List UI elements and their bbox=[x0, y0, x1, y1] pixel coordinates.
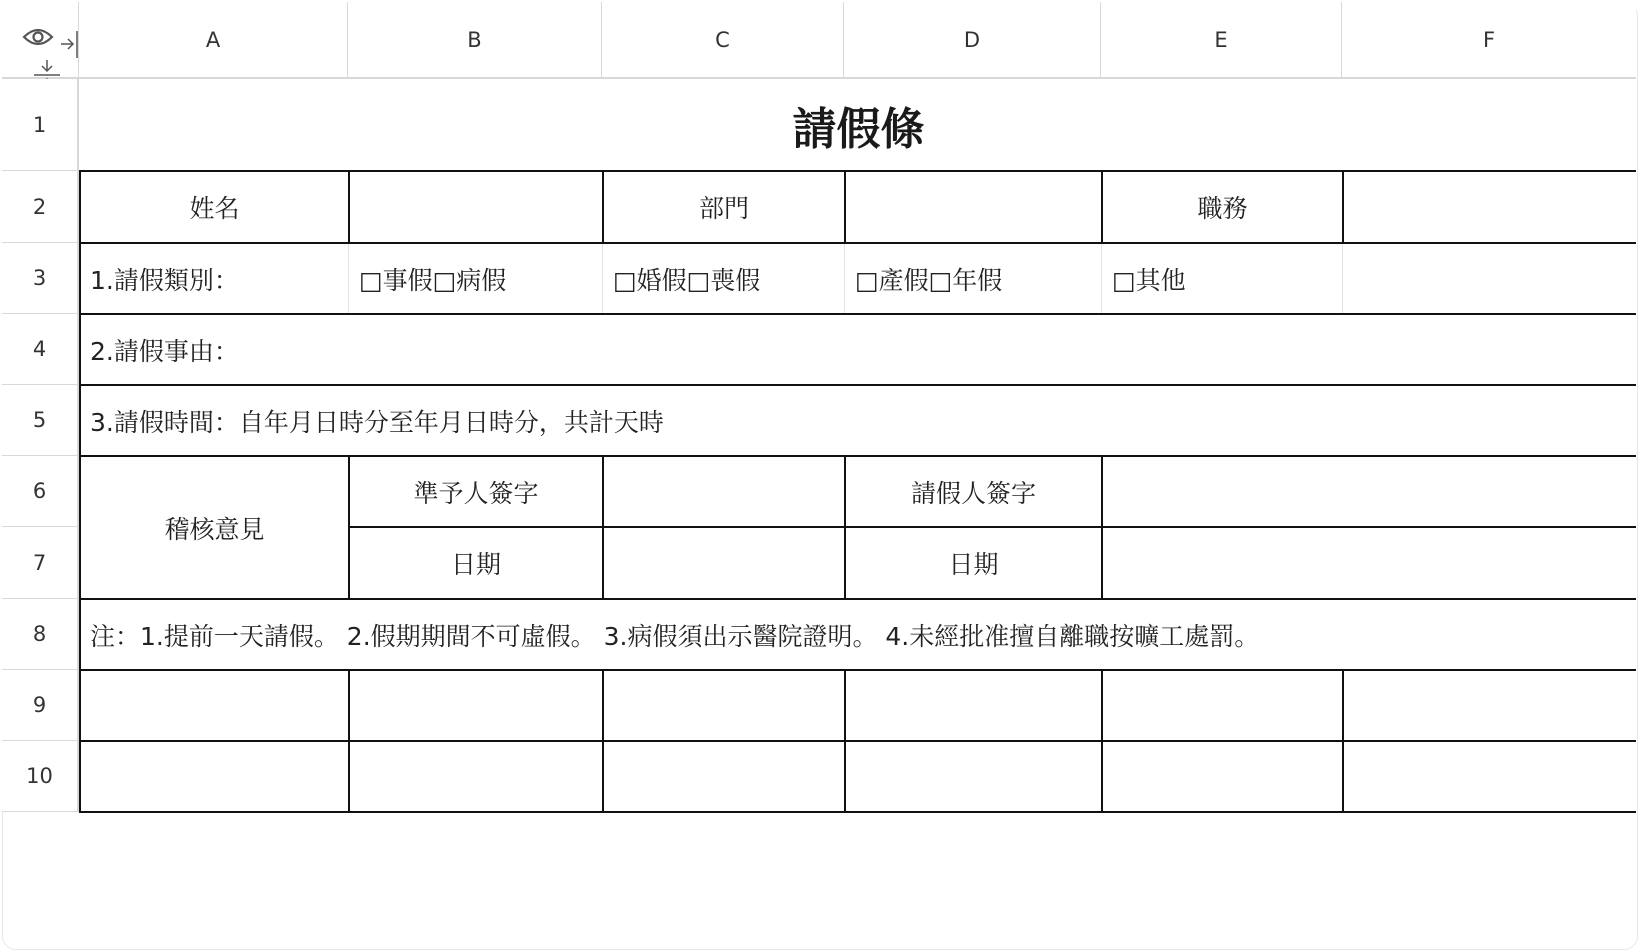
cell-c9[interactable] bbox=[604, 671, 844, 740]
cell-a2-name-label[interactable]: 姓名 bbox=[189, 194, 240, 223]
eye-icon[interactable] bbox=[22, 26, 54, 52]
row-header-5[interactable]: 5 bbox=[2, 385, 79, 456]
cell-b7-date-label[interactable]: 日期 bbox=[450, 550, 501, 579]
row-header-4[interactable]: 4 bbox=[2, 314, 79, 385]
cell-b10[interactable] bbox=[350, 742, 602, 811]
gridline bbox=[1342, 243, 1343, 314]
border-line bbox=[79, 811, 1636, 813]
cell-a5-time-label[interactable]: 3.請假時間：自年月日時分至年月日時分，共計天時 bbox=[90, 407, 664, 437]
cell-d2[interactable] bbox=[846, 172, 1101, 242]
row-header-6[interactable]: 6 bbox=[2, 456, 79, 527]
cell-c7[interactable] bbox=[604, 528, 844, 598]
cell-a6-review-label[interactable]: 稽核意見 bbox=[164, 514, 265, 544]
cell-f2[interactable] bbox=[1344, 172, 1636, 242]
column-header-a[interactable]: A bbox=[79, 2, 348, 79]
cell-e3-leave-types[interactable]: □其他 bbox=[1112, 265, 1186, 295]
cell-a8-note[interactable]: 注：1.提前一天請假。 2.假期期間不可虛假。 3.病假須出示醫院證明。 4.未經批准擅自離職按曠工處罰。 bbox=[90, 621, 1260, 651]
cell-c3-leave-types[interactable]: □婚假□喪假 bbox=[613, 265, 761, 295]
row-header-2[interactable]: 2 bbox=[2, 171, 79, 243]
cell-c10[interactable] bbox=[604, 742, 844, 811]
cell-b6-approver-sign-label[interactable]: 準予人簽字 bbox=[413, 478, 539, 508]
cell-b9[interactable] bbox=[350, 671, 602, 740]
cell-f3[interactable] bbox=[1344, 244, 1636, 313]
cell-f9[interactable] bbox=[1344, 671, 1636, 740]
cell-d9[interactable] bbox=[846, 671, 1101, 740]
column-header-c[interactable]: C bbox=[602, 2, 844, 79]
column-header-e[interactable]: E bbox=[1101, 2, 1342, 79]
cell-f10[interactable] bbox=[1344, 742, 1636, 811]
row-header-7[interactable]: 7 bbox=[2, 527, 79, 599]
cell-a1-title[interactable]: 請假條 bbox=[792, 103, 925, 155]
cell-a4-reason-label[interactable]: 2.請假事由： bbox=[90, 336, 239, 366]
row-header-8[interactable]: 8 bbox=[2, 599, 79, 670]
cell-c6[interactable] bbox=[604, 457, 844, 526]
select-all-corner[interactable] bbox=[2, 2, 79, 79]
column-header-b[interactable]: B bbox=[348, 2, 602, 79]
gridline bbox=[348, 243, 349, 314]
cell-e7[interactable] bbox=[1103, 528, 1636, 598]
row-header-9[interactable]: 9 bbox=[2, 670, 79, 741]
row-header-1[interactable]: 1 bbox=[2, 79, 79, 171]
cell-d7-date-label[interactable]: 日期 bbox=[948, 550, 999, 579]
cell-c2-dept-label[interactable]: 部門 bbox=[698, 194, 749, 223]
cell-e9[interactable] bbox=[1103, 671, 1342, 740]
cell-d6-applicant-sign-label[interactable]: 請假人簽字 bbox=[910, 478, 1036, 508]
column-header-f[interactable]: F bbox=[1342, 2, 1636, 79]
cell-e6[interactable] bbox=[1103, 457, 1636, 526]
cell-b2[interactable] bbox=[350, 172, 602, 242]
cell-a9[interactable] bbox=[81, 671, 348, 740]
cell-a3-leave-type-label[interactable]: 1.請假類別： bbox=[90, 265, 239, 295]
cell-d3-leave-types[interactable]: □產假□年假 bbox=[855, 265, 1003, 295]
row-header-10[interactable]: 10 bbox=[2, 741, 79, 812]
cell-e2-job-label[interactable]: 職務 bbox=[1197, 194, 1248, 223]
cell-b3-leave-types[interactable]: □事假□病假 bbox=[359, 265, 507, 295]
cell-d10[interactable] bbox=[846, 742, 1101, 811]
cell-a10[interactable] bbox=[81, 742, 348, 811]
gridline bbox=[602, 243, 603, 314]
gridline bbox=[844, 243, 845, 314]
cell-e10[interactable] bbox=[1103, 742, 1342, 811]
gridline bbox=[1101, 243, 1102, 314]
column-header-d[interactable]: D bbox=[844, 2, 1101, 79]
row-header-3[interactable]: 3 bbox=[2, 243, 79, 314]
